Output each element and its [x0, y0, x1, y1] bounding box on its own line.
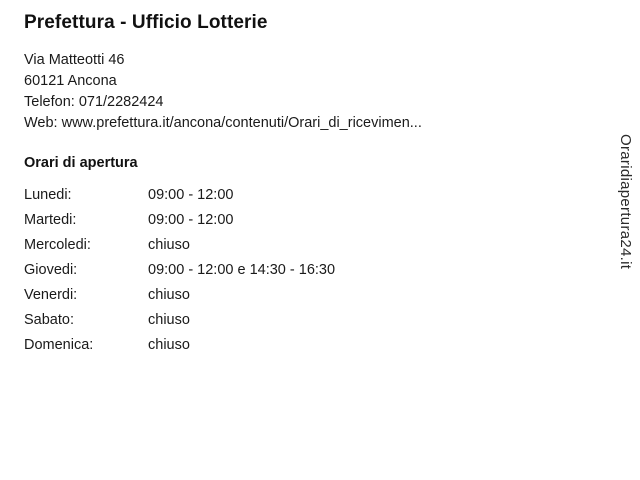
day-label: Sabato: [24, 312, 74, 328]
day-label: Domenica: [24, 337, 94, 353]
address-street: Via Matteotti 46 [24, 52, 125, 68]
day-value: 09:00 - 12:00 [148, 187, 234, 203]
day-value: chiuso [148, 237, 190, 253]
table-row [24, 210, 335, 235]
day-label: Mercoledi: [24, 237, 91, 253]
day-value: 09:00 - 12:00 e 14:30 - 16:30 [148, 262, 336, 278]
address-block [24, 50, 584, 133]
day-label: Lunedi: [24, 187, 72, 203]
table-row [24, 310, 335, 335]
table-row [24, 335, 335, 360]
opening-hours-table [24, 185, 335, 360]
table-row [24, 185, 335, 210]
opening-hours-title: Orari di apertura [24, 155, 138, 171]
address-web: Web: www.prefettura.it/ancona/contenuti/Orari_di_ricevimen... [24, 115, 422, 131]
day-value: chiuso [148, 287, 190, 303]
day-label: Venerdi: [24, 287, 78, 303]
day-value: 09:00 - 12:00 [148, 212, 234, 228]
content-column [24, 12, 584, 360]
watermark-label: Oraridiapertura24.it [617, 134, 634, 270]
page-title: Prefettura - Ufficio Lotterie [24, 12, 268, 33]
address-phone: Telefon: 071/2282424 [24, 94, 164, 110]
table-row [24, 260, 335, 285]
table-row [24, 285, 335, 310]
address-city: 60121 Ancona [24, 73, 117, 89]
day-label: Martedi: [24, 212, 77, 228]
day-value: chiuso [148, 337, 190, 353]
day-label: Giovedi: [24, 262, 78, 278]
table-row [24, 235, 335, 260]
day-value: chiuso [148, 312, 190, 328]
